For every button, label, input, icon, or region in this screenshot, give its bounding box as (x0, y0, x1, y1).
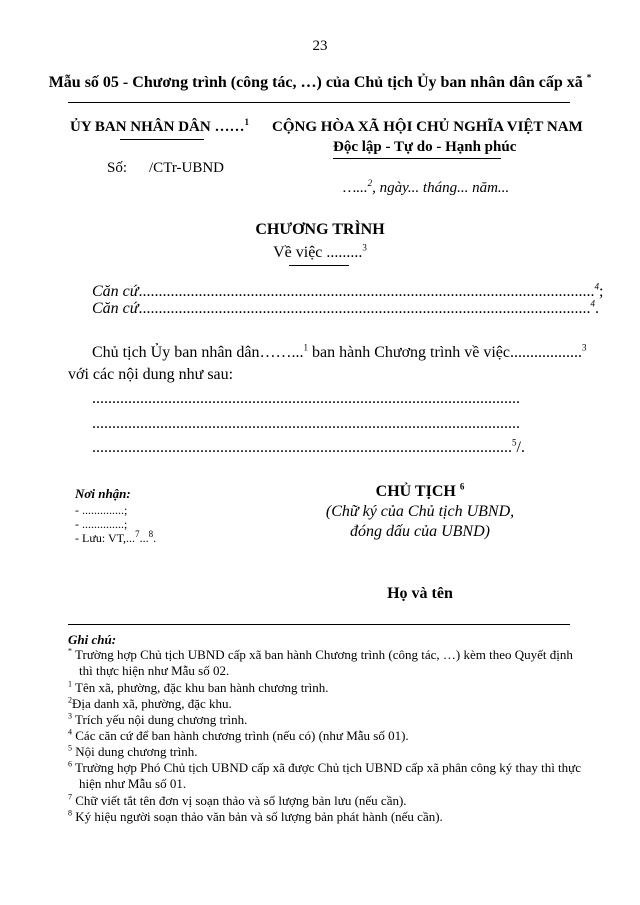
note-2: $^2$Địa danh xã, phường, đặc khu. (68, 695, 232, 711)
subject-underline (289, 265, 349, 266)
note-7: $^7$ Chữ viết tắt tên đơn vị soạn thảo và số lượng bản lưu (nếu cần). (68, 792, 407, 808)
note-star-continued: thì thực hiện như Mẫu số 02. (79, 663, 230, 678)
legal-basis-2: Căn cứ.................................................................................................................$^4$. (92, 298, 599, 317)
note-6: $^6$ Trường hợp Phó Chủ tịch UBND cấp xã được Chủ tịch UBND cấp xã phân công ký thay thì thực (68, 759, 581, 775)
note-6-continued: hiện như Mẫu số 01. (79, 776, 187, 791)
org-underline (120, 139, 204, 140)
national-title: CỘNG HÒA XÃ HỘI CHỦ NGHĨA VIỆT NAM (272, 119, 583, 135)
note-3: $^3$ Trích yếu nội dung chương trình. (68, 711, 248, 727)
title-divider (68, 102, 570, 103)
issuing-organization: ỦY BAN NHÂN DÂN ……$^1$ (70, 117, 249, 135)
page-number: 23 (312, 38, 328, 54)
notes-label: Ghi chú: (68, 632, 117, 647)
motto-underline (333, 158, 501, 159)
signature-title: CHỦ TỊCH $^6$ (375, 481, 465, 500)
note-5: $^5$ Nội dung chương trình. (68, 743, 198, 759)
note-1: $^1$ Tên xã, phường, đặc khu ban hành chương trình. (68, 679, 329, 695)
recipient-item-1: - ..............; (75, 503, 128, 517)
note-8: $^8$ Ký hiệu người soạn thảo văn bản và số lượng bản phát hành (nếu cần). (68, 808, 443, 824)
note-4: $^4$ Các căn cứ để ban hành chương trình (nếu có) (như Mẫu số 01). (68, 727, 409, 743)
document-subject: Về việc .........$^3$ (273, 242, 367, 261)
national-motto: Độc lập - Tự do - Hạnh phúc (333, 139, 517, 155)
recipient-storage: - Lưu: VT,...$^7$...$^8$. (75, 529, 157, 545)
notes-divider (68, 624, 570, 625)
recipients-label: Nơi nhận: (75, 486, 131, 501)
legal-basis-1: Căn cứ..................................................................................................................$^4$; (92, 281, 604, 300)
content-line-3: .........................................................................................................$^5$/. (92, 437, 525, 456)
place-date: …...$^2$, ngày... tháng... năm... (343, 178, 510, 196)
form-title: Mẫu số 05 - Chương trình (công tác, …) của Chủ tịch Ủy ban nhân dân cấp xã * (48, 72, 592, 91)
signer-name: Họ và tên (387, 585, 453, 602)
note-star: * Trường hợp Chủ tịch UBND cấp xã ban hành Chương trình (công tác, …) kèm theo Quyết định (68, 646, 573, 662)
recipient-item-2: - ..............; (75, 517, 128, 531)
content-line-2: ........................................................................................................... (92, 415, 520, 432)
signature-note-2: đóng dấu của UBND) (350, 523, 490, 540)
signature-note-1: (Chữ ký của Chủ tịch UBND, (325, 503, 515, 520)
body-intro-line: Chủ tịch Ủy ban nhân dân……...$^1$ ban hành Chương trình về việc..................$^3$ (92, 342, 587, 361)
content-line-1: ........................................................................................................... (92, 390, 520, 407)
document-title: CHƯƠNG TRÌNH (255, 221, 385, 238)
body-intro-continuation: với các nội dung như sau: (68, 366, 234, 383)
title-footnote-mark: * (586, 72, 592, 83)
document-number: Số: /CTr-UBND (107, 160, 225, 176)
